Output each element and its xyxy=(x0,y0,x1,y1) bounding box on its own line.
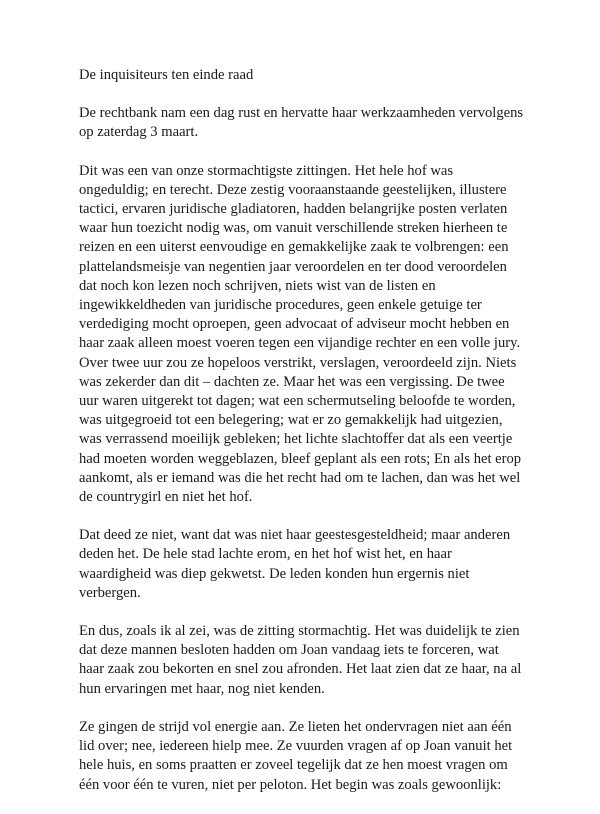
document-title: De inquisiteurs ten einde raad xyxy=(79,67,254,83)
text-line: Over twee uur zou ze hopeloos verstrikt, verslagen, veroordeeld zijn. Niets xyxy=(79,354,517,371)
text-line: was zekerder dan dit – dachten ze. Maar het was een vergissing. De twee xyxy=(79,373,505,390)
text-line: plattelandsmeisje van negentien jaar veroordelen en ter dood veroordelen xyxy=(79,258,507,275)
text-line: haar zaak alleen moest voeren tegen een vijandige rechter en een volle jury. xyxy=(79,335,521,352)
text-line: lid over; nee, iedereen hielp mee. Ze vuurden vragen af op Joan vanuit het xyxy=(79,738,513,755)
text-line: op zaterdag 3 maart. xyxy=(79,124,199,141)
text-line: ingewikkeldheden van juridische procedures, geen enkele getuige ter xyxy=(79,297,482,314)
text-line: was verrassend moeilijk gebleken; het lichte slachtoffer dat als een veertje xyxy=(79,431,513,448)
text-line: dat deze mannen besloten hadden om Joan vandaag iets te forceren, wat xyxy=(79,642,499,659)
paragraph xyxy=(79,718,539,795)
text-line: Ze gingen de strijd vol energie aan. Ze lieten het ondervragen niet aan één xyxy=(79,718,512,735)
text-line: Dat deed ze niet, want dat was niet haar geestesgesteldheid; maar anderen xyxy=(79,527,511,544)
text-line: haar zaak zou bekorten en snel zou afronden. Het laat zien dat ze haar, na al xyxy=(79,661,522,678)
document-page xyxy=(79,66,539,814)
text-line: verbergen. xyxy=(79,584,141,601)
text-line: hele huis, en soms praatten er zoveel tegelijk dat ze hen moest vragen om xyxy=(79,757,508,774)
text-line: had moeten worden weggeblazen, bleef geplant als een rots; En als het erop xyxy=(79,450,522,467)
text-line: dat noch kon lezen noch schrijven, niets wist van de listen en xyxy=(79,277,436,294)
text-line: hun ervaringen met haar, nog niet kenden. xyxy=(79,680,325,697)
text-line: Dit was een van onze stormachtigste zittingen. Het hele hof was xyxy=(79,162,454,179)
text-line: verdediging mocht oproepen, geen advocaat of adviseur mocht hebben en xyxy=(79,316,510,333)
document-body xyxy=(79,104,539,795)
text-line: tactici, ervaren juridische gladiatoren, hadden belangrijke posten verlaten xyxy=(79,201,508,218)
text-line: was uitgegroeid tot een belegering; wat er zo gemakkelijk had uitgezien, xyxy=(79,412,503,429)
text-line: ongeduldig; en terecht. Deze zestig vooraanstaande geestelijken, illustere xyxy=(79,181,507,198)
paragraph xyxy=(79,526,539,603)
text-line: de countrygirl en niet het hof. xyxy=(79,489,253,506)
paragraph xyxy=(79,622,539,699)
text-line: aankomt, als er iemand was die het recht had om te lachen, dan was het wel xyxy=(79,469,521,486)
text-line: En dus, zoals ik al zei, was de zitting stormachtig. Het was duidelijk te zien xyxy=(79,623,520,640)
text-line: reizen en een uiterst eenvoudige en gemakkelijke zaak te volbrengen: een xyxy=(79,239,509,256)
text-line: waar hun toezicht nodig was, om vanuit verschillende streken hierheen te xyxy=(79,220,508,237)
text-line: één voor één te vuren, niet per peloton. Het begin was zoals gewoonlijk: xyxy=(79,776,502,793)
text-line: waardigheid was diep gekwetst. De leden konden hun ergernis niet xyxy=(79,565,470,582)
paragraph xyxy=(79,104,539,142)
paragraph xyxy=(79,162,539,508)
text-line: deden het. De hele stad lachte erom, en het hof wist het, en haar xyxy=(79,546,452,563)
text-line: uur waren uitgerekt tot dagen; wat een schermutseling beloofde te worden, xyxy=(79,393,516,410)
text-line: De rechtbank nam een dag rust en hervatte haar werkzaamheden vervolgens xyxy=(79,105,524,122)
